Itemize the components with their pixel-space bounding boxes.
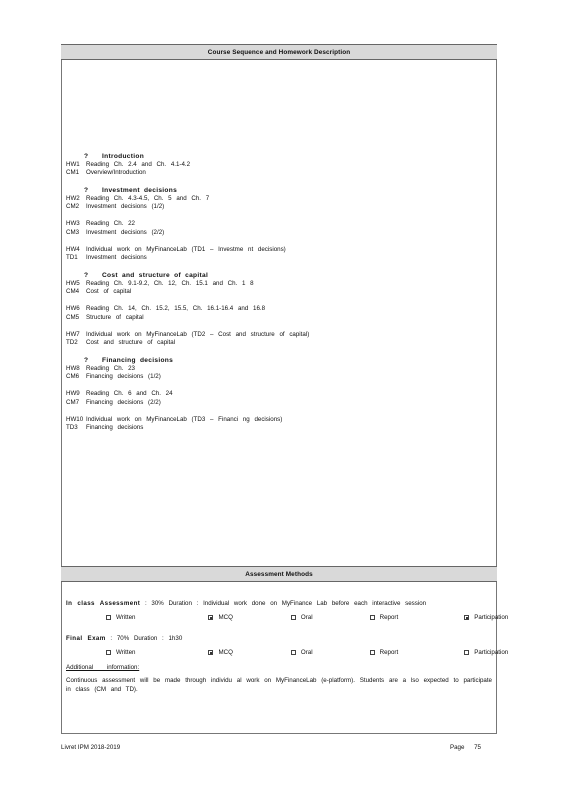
checkbox-icon: [370, 650, 375, 655]
sequence-entry: [66, 195, 492, 204]
bullet-icon: ?: [84, 186, 89, 194]
entry-code: HW5: [66, 279, 80, 287]
final-exam-line: [66, 635, 492, 646]
sequence-entry: [66, 339, 492, 348]
option-label: Oral: [300, 648, 313, 656]
option-oral: [291, 649, 313, 656]
entry-code: CM7: [66, 398, 80, 406]
option-label: Written: [116, 648, 136, 656]
entry-text: Reading Ch. 23: [86, 364, 135, 372]
final-checkbox-row: [66, 646, 509, 659]
option-mcq: [208, 614, 232, 621]
option-label: MCQ: [218, 648, 233, 656]
bullet-icon: ?: [84, 356, 89, 364]
entry-code: CM3: [66, 228, 80, 236]
entry-code: HW8: [66, 364, 80, 372]
entry-code: CM6: [66, 373, 80, 381]
sequence-entry: [66, 331, 492, 340]
sequence-entry: [66, 161, 492, 170]
inclass-label: In class Assessment: [66, 600, 141, 607]
sequence-entry: [66, 390, 492, 399]
entry-code: HW10: [66, 415, 84, 423]
checkbox-icon: [106, 615, 111, 620]
entry-text: Reading Ch. 9.1-9.2, Ch. 12, Ch. 15.1 and Ch. 1 8: [86, 279, 254, 287]
checkbox-icon: [208, 615, 213, 620]
sequence-entry: [66, 220, 492, 229]
inclass-assessment-line: [66, 600, 492, 611]
topic-heading: [66, 272, 492, 280]
sequence-entry: [66, 246, 492, 255]
option-label: Report: [379, 648, 399, 656]
option-mcq: [208, 649, 232, 656]
course-sequence-content: [66, 148, 492, 433]
sequence-entry: [66, 254, 492, 263]
entry-text: Overview/Introduction: [86, 169, 146, 177]
checkbox-icon: [291, 615, 296, 620]
final-exam-label: Final Exam: [66, 635, 106, 642]
checkbox-icon: [208, 650, 213, 655]
option-participation: [464, 649, 508, 656]
entry-code: CM1: [66, 169, 80, 177]
checkbox-icon: [370, 615, 375, 620]
entry-text: Investment decisions: [86, 254, 147, 262]
sequence-entry: [66, 365, 492, 374]
entry-code: HW4: [66, 245, 80, 253]
entry-text: Cost of capital: [86, 288, 132, 296]
entry-code: HW9: [66, 390, 80, 398]
bullet-icon: ?: [84, 271, 89, 279]
option-label: Report: [379, 613, 399, 621]
section-header-assessment: Assessment Methods: [61, 566, 497, 582]
entry-code: HW7: [66, 330, 80, 338]
entry-text: Financing decisions: [86, 424, 144, 432]
sequence-entry: [66, 399, 492, 408]
option-report: [370, 614, 399, 621]
entry-text: Individual work on MyFinanceLab (TD1 – Investme nt decisions): [86, 245, 286, 253]
final-exam-detail: : 70% Duration : 1h30: [110, 635, 183, 642]
sequence-entry: [66, 424, 492, 433]
bullet-icon: ?: [84, 153, 89, 160]
page-footer: [61, 744, 497, 751]
sequence-entry: [66, 305, 492, 314]
sequence-entry: [66, 314, 492, 323]
entry-code: TD3: [66, 424, 78, 432]
sequence-entry: [66, 203, 492, 212]
entry-code: CM2: [66, 203, 80, 211]
option-label: Participation: [474, 648, 509, 656]
entry-code: CM4: [66, 288, 80, 296]
entry-code: TD1: [66, 254, 78, 262]
topic-title: Investment decisions: [102, 186, 178, 194]
sequence-entry: [66, 288, 492, 297]
topic-heading: [66, 153, 492, 161]
entry-text: Investment decisions (1/2): [86, 203, 165, 211]
additional-info-label: Additional information:: [66, 664, 140, 671]
checkbox-icon: [464, 615, 469, 620]
sequence-entry: [66, 229, 492, 238]
sequence-entry: [66, 280, 492, 289]
option-written: [106, 614, 135, 621]
entry-text: Financing decisions (1/2): [86, 373, 161, 381]
entry-text: Individual work on MyFinanceLab (TD2 – Cost and structure of capital): [86, 330, 310, 338]
entry-text: Investment decisions (2/2): [86, 228, 165, 236]
topic-heading: [66, 357, 492, 365]
checkbox-icon: [291, 650, 296, 655]
entry-text: Reading Ch. 14, Ch. 15.2, 15.5, Ch. 16.1-16.4 and 16.8: [86, 305, 266, 313]
entry-text: Reading Ch. 4.3-4.5, Ch. 5 and Ch. 7: [86, 194, 210, 202]
sequence-entry: [66, 416, 492, 425]
assessment-content: [66, 600, 509, 694]
footer-booklet-title: Livret IPM 2018-2019: [61, 744, 121, 751]
section-header-course-sequence: Course Sequence and Homework Description: [61, 44, 497, 60]
entry-code: HW3: [66, 220, 80, 228]
entry-text: Structure of capital: [86, 313, 144, 321]
sequence-entry: [66, 373, 492, 382]
checkbox-icon: [464, 650, 469, 655]
topic-heading: [66, 187, 492, 195]
topic-title: Introduction: [102, 153, 145, 160]
option-label: Written: [116, 613, 136, 621]
entry-code: TD2: [66, 339, 78, 347]
option-label: Participation: [474, 613, 509, 621]
entry-code: HW1: [66, 160, 80, 168]
option-participation: [464, 614, 508, 621]
entry-code: HW6: [66, 305, 80, 313]
entry-text: Reading Ch. 22: [86, 220, 135, 228]
checkbox-icon: [106, 650, 111, 655]
entry-text: Cost and structure of capital: [86, 339, 176, 347]
inclass-checkbox-row: [66, 611, 509, 624]
option-label: MCQ: [218, 613, 233, 621]
topic-title: Financing decisions: [102, 356, 174, 364]
inclass-detail: : 30% Duration : Individual work done on MyFinance Lab before each interactive session: [144, 600, 427, 607]
option-written: [106, 649, 135, 656]
sequence-entry: [66, 169, 492, 178]
entry-text: Reading Ch. 6 and Ch. 24: [86, 390, 173, 398]
footer-page-number: Page 75: [449, 744, 481, 751]
entry-text: Financing decisions (2/2): [86, 398, 161, 406]
entry-text: Individual work on MyFinanceLab (TD3 – Financi ng decisions): [86, 415, 283, 423]
option-oral: [291, 614, 313, 621]
entry-code: CM5: [66, 313, 80, 321]
entry-code: HW2: [66, 194, 80, 202]
topic-title: Cost and structure of capital: [102, 271, 209, 279]
option-report: [370, 649, 399, 656]
option-label: Oral: [300, 613, 313, 621]
additional-info-text: Continuous assessment will be made through individu al work on MyFinanceLab (e-platform). Students are a lso expected to participate in class (CM and TD).: [66, 677, 492, 693]
entry-text: Reading Ch. 2.4 and Ch. 4.1-4.2: [86, 160, 191, 168]
